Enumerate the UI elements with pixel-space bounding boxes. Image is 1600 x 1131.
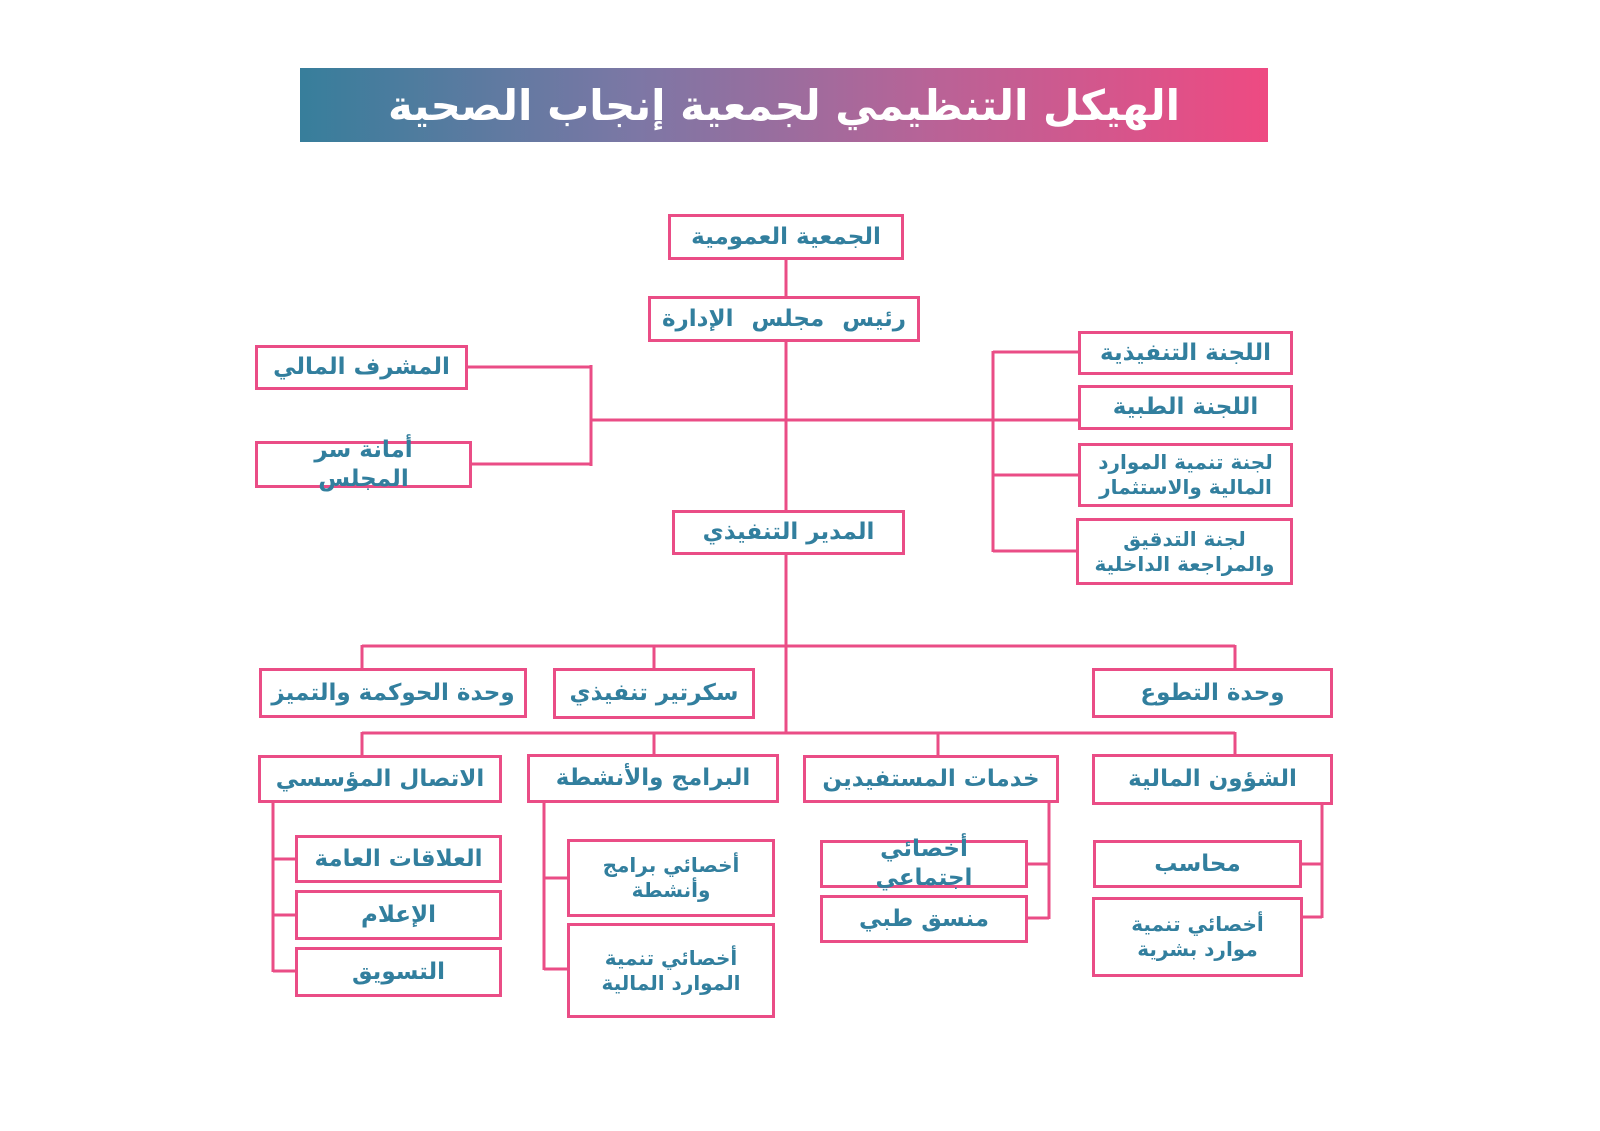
- node-general-assembly: الجمعية العمومية: [668, 214, 904, 260]
- node-audit-committee: لجنة التدقيق والمراجعة الداخلية: [1076, 518, 1293, 585]
- node-financial-supervisor: المشرف المالي: [255, 345, 468, 390]
- node-executive-director: المدير التنفيذي: [672, 510, 905, 555]
- node-marketing: التسويق: [295, 947, 502, 997]
- page-title: الهيكل التنظيمي لجمعية إنجاب الصحية: [300, 68, 1268, 142]
- node-board-secretariat: أمانة سر المجلس: [255, 441, 472, 488]
- node-financial-affairs: الشؤون المالية: [1092, 754, 1333, 805]
- node-financial-resources-specialist: أخصائي تنمية الموارد المالية: [567, 923, 775, 1018]
- node-chairman: رئيس مجلس الإدارة: [648, 296, 920, 342]
- node-executive-secretary: سكرتير تنفيذي: [553, 668, 755, 719]
- node-hr-specialist: أخصائي تنمية موارد بشرية: [1092, 897, 1303, 977]
- node-volunteering-unit: وحدة التطوع: [1092, 668, 1333, 718]
- node-public-relations: العلاقات العامة: [295, 835, 502, 883]
- node-programs-activities: البرامج والأنشطة: [527, 754, 779, 803]
- node-executive-committee: اللجنة التنفيذية: [1078, 331, 1293, 375]
- node-accountant: محاسب: [1093, 840, 1302, 888]
- node-beneficiary-services: خدمات المستفيدين: [803, 755, 1059, 803]
- node-corporate-communication: الاتصال المؤسسي: [258, 755, 502, 803]
- node-social-worker: أخصائي اجتماعي: [820, 840, 1028, 888]
- node-media: الإعلام: [295, 890, 502, 940]
- node-programs-specialist: أخصائي برامج وأنشطة: [567, 839, 775, 917]
- node-governance-unit: وحدة الحوكمة والتميز: [259, 668, 527, 718]
- node-resources-investment-committee: لجنة تنمية الموارد المالية والاستثمار: [1078, 443, 1293, 507]
- node-medical-coordinator: منسق طبي: [820, 895, 1028, 943]
- node-medical-committee: اللجنة الطبية: [1078, 385, 1293, 430]
